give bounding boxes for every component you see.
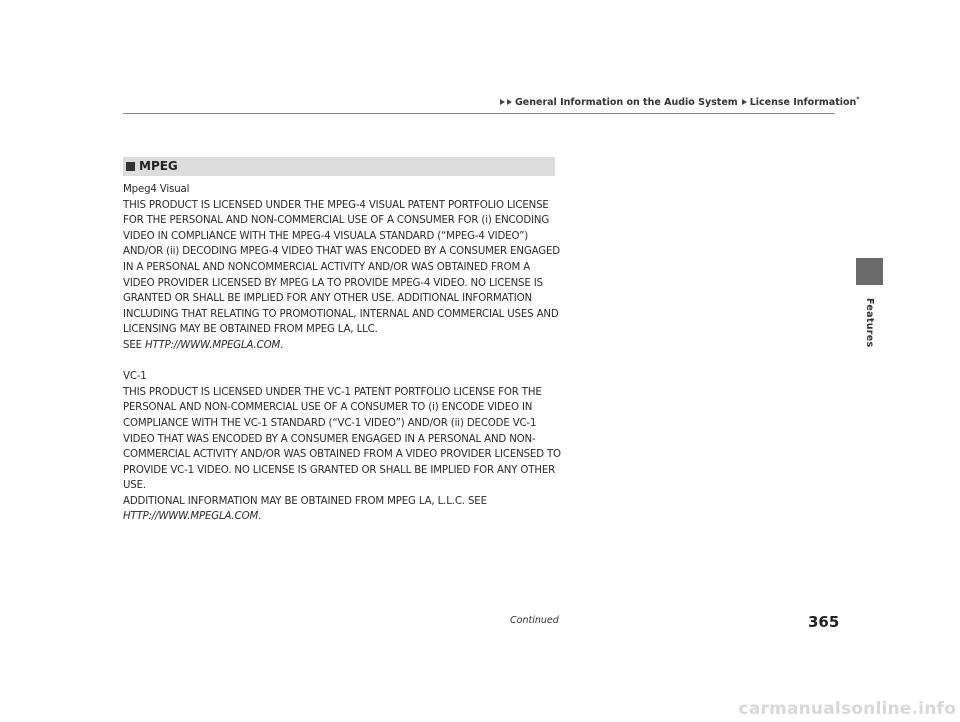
mpegla-link[interactable]: HTTP://WWW.MPEGLA.COM [144,339,281,351]
section-heading [123,157,555,176]
page-number: 365 [808,613,840,631]
additional-suffix: . [258,511,262,523]
mpegla-link[interactable]: HTTP://WWW.MPEGLA.COM [123,511,259,523]
vc1-body: THIS PRODUCT IS LICENSED UNDER THE VC-1 PATENT PORTFOLIO LICENSE FOR THE PERSONAL AND NON-COMMERCIAL USE OF A CONSUMER TO (i) ENCODE VIDEO IN COMPLIANCE WITH THE VC-1 STANDARD (“VC-1 VIDEO”) AND/OR (ii) DECODE VC-1 VIDEO THAT WAS ENCODED BY A CONSUMER ENGAGED IN A PERSONAL AND NON-COMMERCIAL ACTIVITY AND/OR WAS OBTAINED FROM A VIDEO PROVIDER LICENSED TO PROVIDE VC-1 VIDEO. NO LICENSE IS GRANTED OR SHALL BE IMPLIED FOR ANY OTHER USE. [123,386,561,492]
arrow-icon [500,99,505,105]
vc1-additional-line [123,494,563,525]
header-divider [123,113,835,114]
footnote-mark: * [856,96,860,103]
license-text [123,182,563,525]
vc1-heading: VC-1 [123,371,147,383]
mpeg4-heading: Mpeg4 Visual [123,184,190,195]
section-title: MPEG [139,159,178,173]
see-prefix: SEE [123,339,145,351]
breadcrumb-item-license-information[interactable]: License Information [749,97,857,109]
continued-label: Continued [510,615,559,626]
chapter-tab-label: Features [864,298,875,348]
mpeg4-body: THIS PRODUCT IS LICENSED UNDER THE MPEG-4 VISUAL PATENT PORTFOLIO LICENSE FOR THE PERSONAL AND NON-COMMERCIAL USE OF A CONSUMER FOR (i) ENCODING VIDEO IN COMPLIANCE WITH THE MPEG-4 VISUALA STANDARD (“MPEG-4 VIDEO”) AND/OR (ii) DECODING MPEG-4 VIDEO THAT WAS ENCODED BY A CONSUMER ENGAGED IN A PERSONAL AND NONCOMMERCIAL ACTIVITY AND/OR WAS OBTAINED FROM A VIDEO PROVIDER LICENSED BY MPEG LA TO PROVIDE MPEG-4 VIDEO. NO LICENSE IS GRANTED OR SHALL BE IMPLIED FOR ANY OTHER USE. ADDITIONAL INFORMATION INCLUDING THAT RELATING TO PROMOTIONAL, INTERNAL AND COMMERCIAL USES AND LICENSING MAY BE OBTAINED FROM MPEG LA, LLC. [123,199,560,336]
chapter-tab[interactable] [856,258,883,285]
breadcrumb [500,96,859,108]
paragraph-gap [123,354,563,370]
mpeg4-see-line [123,338,563,354]
additional-prefix: ADDITIONAL INFORMATION MAY BE OBTAINED FROM MPEG LA, L.L.C. SEE [123,495,487,507]
square-bullet-icon [126,162,135,171]
arrow-icon [742,99,747,105]
watermark: carmanualsonline.info [738,699,956,719]
see-suffix: . [280,339,284,351]
arrow-icon [507,99,512,105]
breadcrumb-item-audio-system[interactable]: General Information on the Audio System [515,97,738,109]
